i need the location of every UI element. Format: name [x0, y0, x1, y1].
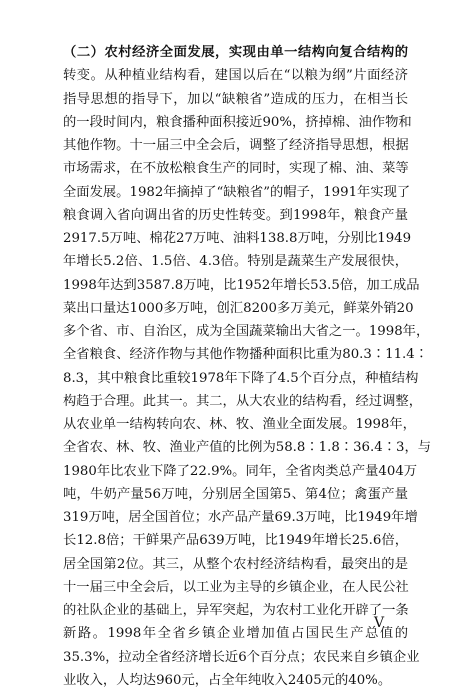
text-line-5: 市场需求，在不放松粮食生产的同时，实现了棉、油、菜等	[63, 161, 409, 177]
text-line-3: 的一段时间内，粮食播种面积接近90%，挤掉棉、油作物和	[63, 114, 412, 130]
text-line-17: 全省农、林、牧、渔业产值的比例为58.8∶1.8∶36.4∶3，与	[63, 440, 432, 456]
text-line-23: 十一届三中全会后，以工业为主导的乡镇企业，在人民公社	[63, 579, 409, 595]
text-line-8: 2917.5万吨、棉花27万吨、油料138.8万吨，分别比1949	[63, 231, 412, 246]
text-line-22: 居全国第2位。其三，从整个农村经济结构看，最突出的是	[63, 556, 408, 572]
text-line-7: 粮食调入省向调出省的历史性转变。到1998年，粮食产量	[63, 207, 408, 223]
text-line-26: 35.3%，拉动全省经济增长近6个百分点；农民来自乡镇企业	[63, 649, 420, 665]
text-line-21: 长12.8倍；干鲜果产品639万吨，比1949年增长25.6倍，	[63, 533, 408, 549]
section-heading: （二）农村经济全面发展，实现由单一结构向复合结构的	[63, 45, 408, 60]
text-line-2: 指导思想的指导下，加以“缺粮省”造成的压力，在相当长	[63, 91, 408, 107]
text-line-13: 全省粮食、经济作物与其他作物播种面积比重为80.3∶11.4∶	[63, 347, 429, 363]
text-line-27: 业收入，人均达960元，占全年纯收入2405元的40%。	[63, 672, 392, 688]
text-line-25: 新路。1998年全省乡镇企业增加值占国民生产总值的	[63, 626, 408, 642]
text-line-9: 年增长5.2倍、1.5倍、4.3倍。特别是蔬菜生产发展很快，	[63, 254, 408, 270]
text-line-11: 菜出口量达1000多万吨，创汇8200多万美元，鲜菜外销20	[63, 300, 414, 316]
text-line-10: 1998年达到3587.8万吨，比1952年增长53.5倍，加工成品	[63, 277, 420, 293]
text-line-18: 1980年比农业下降了22.9%。同年，全省肉类总产量404万	[63, 463, 418, 479]
text-line-19: 吨，牛奶产量56万吨，分别居全国第5、第4位；禽蛋产量	[63, 486, 408, 502]
text-line-20: 319万吨，居全国首位；水产品产量69.3万吨，比1949年增	[63, 510, 418, 525]
text-line-14: 8.3，其中粮食比重较1978年下降了4.5个百分点，种植结构	[63, 370, 419, 386]
text-line-4: 其他作物。十一届三中全会后，调整了经济指导思想，根据	[63, 138, 409, 153]
text-line-16: 从农业单一结构转向农、林、牧、渔业全面发展。1998年，	[63, 417, 416, 432]
text-line-15: 构趋于合理。此其一。其二，从大农业的结构看，经过调整，	[63, 393, 423, 409]
text-line-6: 全面发展。1982年摘掉了“缺粮省”的帽子，1991年实现了	[63, 184, 411, 200]
text-line-24: 的社队企业的基础上，异军突起，为农村工业化开辟了一条	[63, 603, 409, 618]
text-line-12: 多个省、市、自治区，成为全国蔬菜输出大省之一。1998年，	[63, 324, 430, 339]
page-number: V	[374, 615, 385, 631]
body-text	[63, 41, 432, 692]
text-line-1: 转变。从种植业结构看，建国以后在“以粮为纲”片面经济	[63, 68, 408, 84]
